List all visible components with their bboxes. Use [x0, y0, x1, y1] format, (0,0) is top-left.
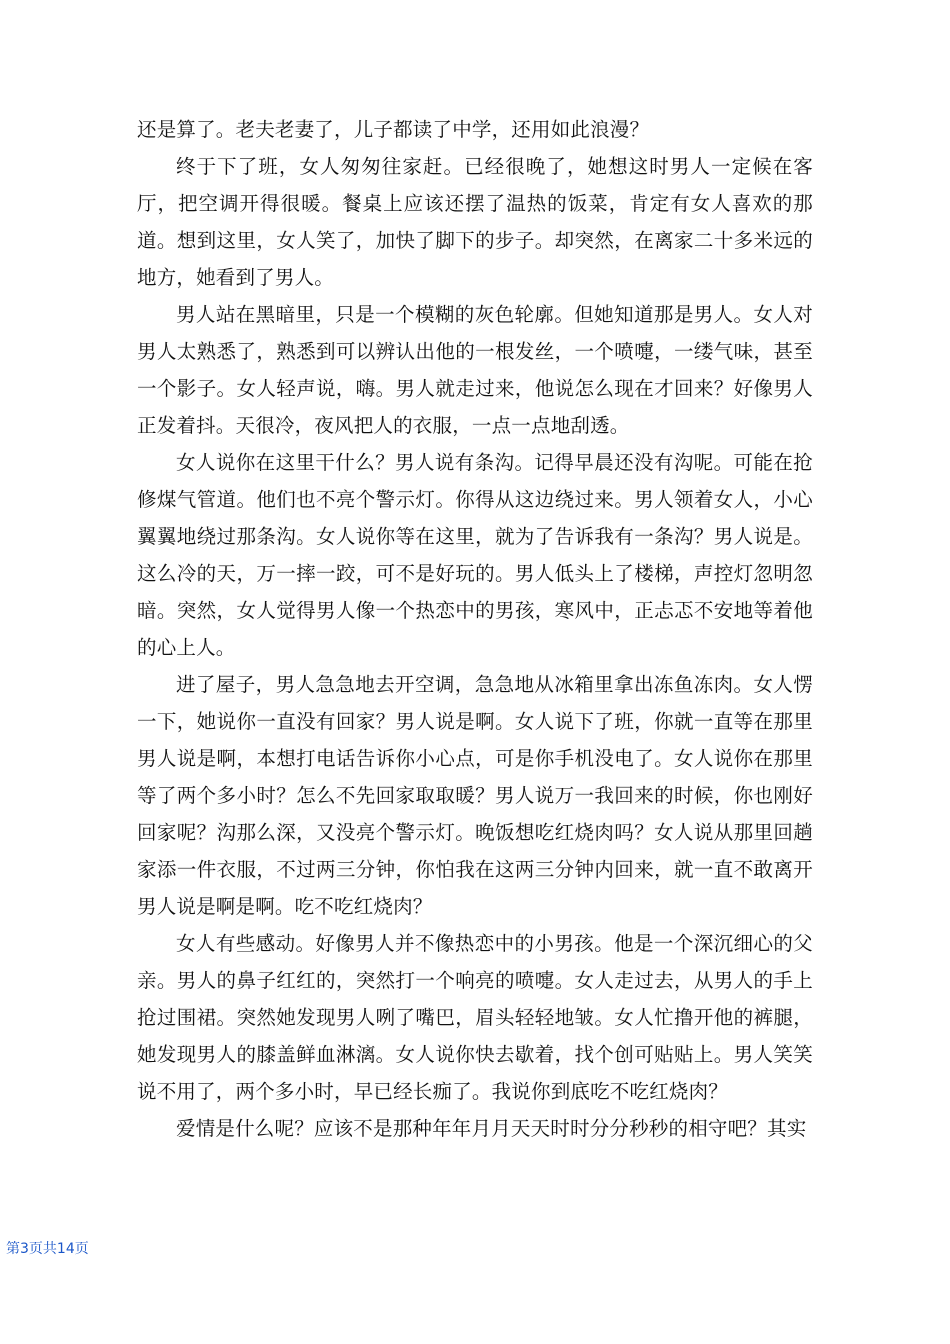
footer-total-pages: 14	[56, 1241, 75, 1257]
footer-suffix: 页	[74, 1241, 89, 1257]
paragraph-2: 终于下了班，女人匆匆往家赶。已经很晚了，她想这时男人一定候在客厅，把空调开得很暖。餐桌上应该还摆了温热的饭菜，肯定有女人喜欢的那道。想到这里，女人笑了，加快了脚下的步子。却突然，在离家二十多米远的地方，她看到了男人。	[137, 155, 813, 289]
page-footer	[6, 1238, 89, 1260]
footer-prefix: 第	[6, 1241, 20, 1257]
paragraph-3: 男人站在黑暗里，只是一个模糊的灰色轮廓。但她知道那是男人。女人对男人太熟悉了，熟悉到可以辨认出他的一根发丝，一个喷嚏，一缕气味，甚至一个影子。女人轻声说，嗨。男人就走过来，他说怎么现在才回来？好像男人正发着抖。天很冷，夜风把人的衣服，一点一点地刮透。	[137, 303, 813, 437]
paragraph-7: 爱情是什么呢？应该不是那种年年月月天天时时分分秒秒的相守吧？其实	[176, 1117, 807, 1140]
footer-middle: 页共	[28, 1241, 57, 1257]
paragraph-6: 女人有些感动。好像男人并不像热恋中的小男孩。他是一个深沉细心的父亲。男人的鼻子红红的，突然打一个响亮的喷嚏。女人走过去，从男人的手上抢过围裙。突然她发现男人咧了嘴巴，眉头轻轻地皱。女人忙撸开他的裤腿，她发现男人的膝盖鲜血淋漓。女人说你快去歇着，找个创可贴贴上。男人笑笑说不用了，两个多小时，早已经长痂了。我说你到底吃不吃红烧肉？	[137, 932, 813, 1103]
paragraph-4: 女人说你在这里干什么？男人说有条沟。记得早晨还没有沟呢。可能在抢修煤气管道。他们也不亮个警示灯。你得从这边绕过来。男人领着女人，小心翼翼地绕过那条沟。女人说你等在这里，就为了告诉我有一条沟？男人说是。这么冷的天，万一摔一跤，可不是好玩的。男人低头上了楼梯，声控灯忽明忽暗。突然，女人觉得男人像一个热恋中的男孩，寒风中，正忐忑不安地等着他的心上人。	[137, 451, 813, 659]
paragraph-5: 进了屋子，男人急急地去开空调，急急地从冰箱里拿出冻鱼冻肉。女人愣一下，她说你一直没有回家？男人说是啊。女人说下了班，你就一直等在那里男人说是啊，本想打电话告诉你小心点，可是你手机没电了。女人说你在那里等了两个多小时？怎么不先回家取取暖？男人说万一我回来的时候，你也刚好回家呢？沟那么深，又没亮个警示灯。晚饭想吃红烧肉吗？女人说从那里回趟家添一件衣服，不过两三分钟，你怕我在这两三分钟内回来，就一直不敢离开男人说是啊是啊。吃不吃红烧肉？	[137, 673, 813, 918]
footer-page-number: 3	[20, 1241, 29, 1257]
document-body	[137, 111, 813, 1147]
paragraph-1: 还是算了。老夫老妻了，儿子都读了中学，还用如此浪漫？	[137, 118, 650, 141]
